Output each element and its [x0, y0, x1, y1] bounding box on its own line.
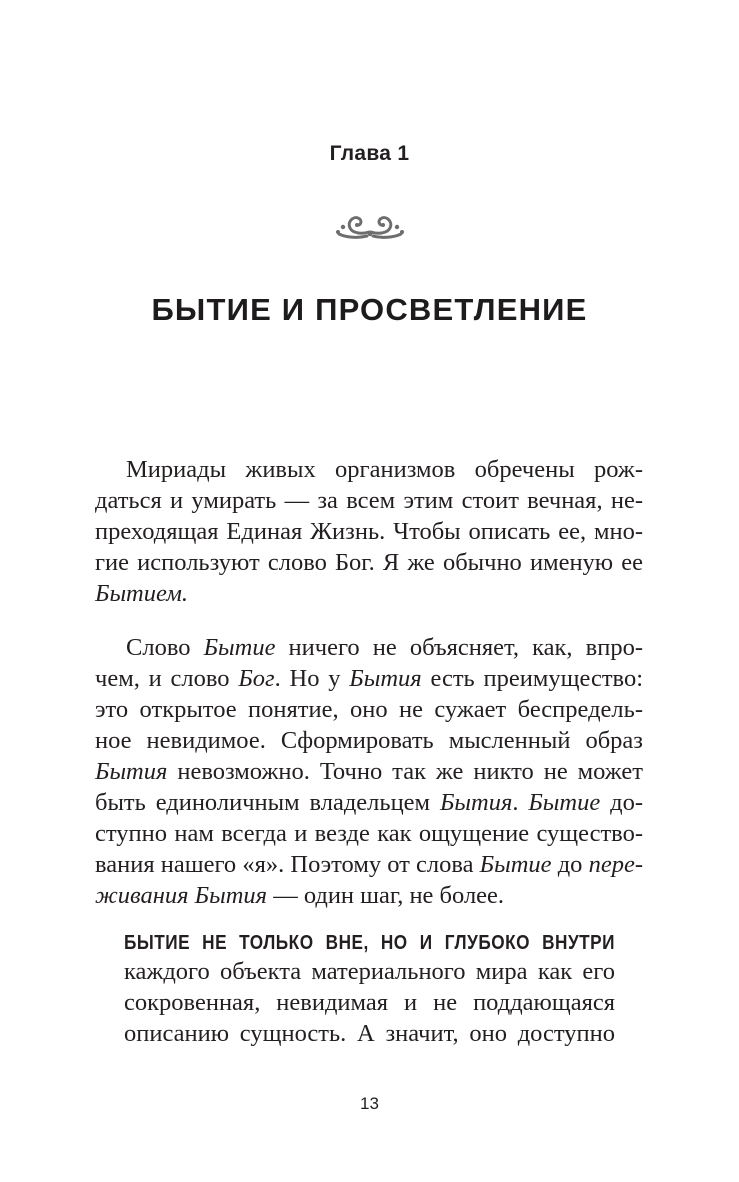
- text-line: чем, и слово Бог. Но у Бытия есть преимущество:: [95, 665, 644, 692]
- text-line: живания Бытия — один шаг, не более.: [95, 882, 505, 909]
- chapter-title: БЫТИЕ И ПРОСВЕТЛЕНИЕ: [151, 292, 588, 327]
- chapter-label: Глава 1: [329, 142, 410, 165]
- text-line: даться и умирать — за всем этим стоит вечная, не-: [95, 487, 643, 514]
- text-line: [95, 579, 643, 609]
- text-line: ступно нам всегда и везде как ощущение существо-: [95, 820, 643, 847]
- decorative-ornament-icon: [333, 210, 407, 240]
- text-line: быть единоличным владельцем Бытия. Бытие до-: [95, 789, 643, 816]
- text-line: Бытия невозможно. Точно так же никто не может: [95, 758, 643, 785]
- text-line: Слово Бытие ничего не объясняет, как, впро-: [126, 634, 644, 661]
- text-line: гие используют слово Бог. Я же обычно именую ее: [95, 549, 643, 576]
- emphasis: Бытием.: [95, 580, 189, 607]
- text-line: Мириады живых организмов обречены рож-: [126, 456, 643, 483]
- text-line: каждого объекта материального мира как его: [124, 958, 615, 985]
- section-heading: БЫТИЕ НЕ ТОЛЬКО ВНЕ, НО И ГЛУБОКО ВНУТРИ: [124, 932, 616, 954]
- text-line: вания нашего «я». Поэтому от слова Бытие до пере-: [95, 851, 644, 878]
- text-line: ное невидимое. Сформировать мысленный образ: [95, 727, 643, 754]
- text-line: сокровенная, невидимая и не поддающаяся: [124, 989, 615, 1016]
- page-number: 13: [360, 1094, 379, 1113]
- text-line: это открытое понятие, оно не сужает беспредель-: [95, 696, 643, 723]
- text-line: описанию сущность. А значит, оно доступно: [124, 1020, 615, 1047]
- text-line: преходящая Единая Жизнь. Чтобы описать ее, мно-: [95, 518, 643, 545]
